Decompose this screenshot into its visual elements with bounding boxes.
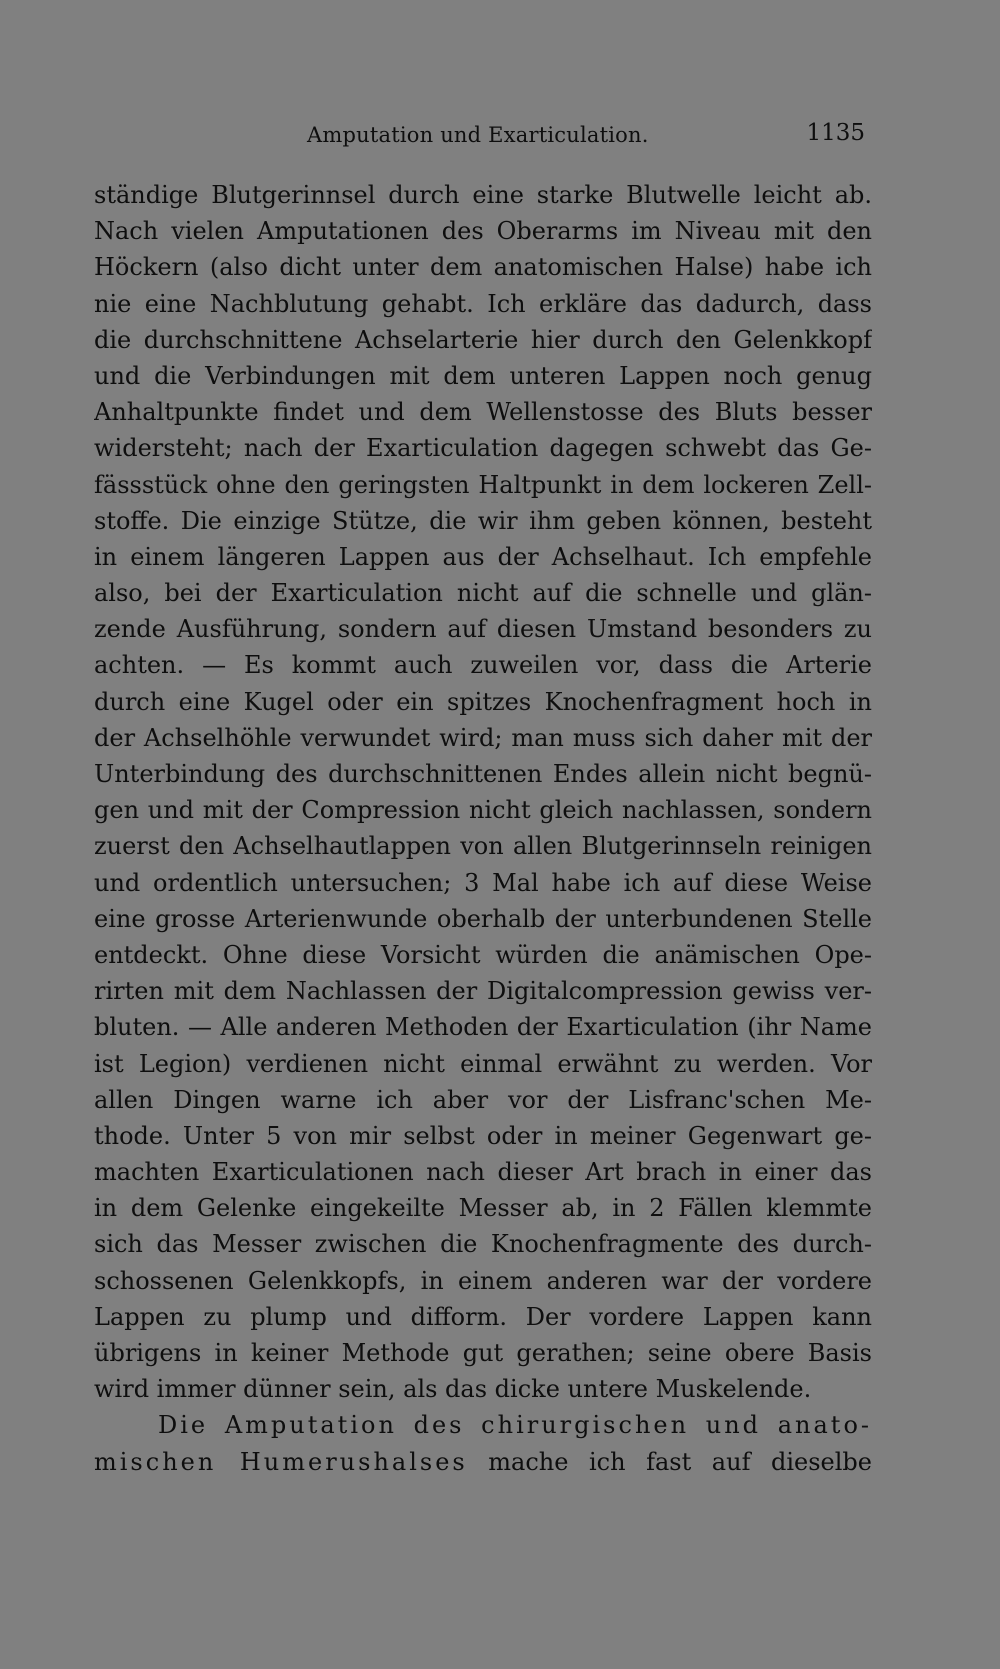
text-line: schossenen Gelenkkopfs, in einem anderen war der vordere — [94, 1266, 872, 1295]
text-line: also, bei der Exarticulation nicht auf die schnelle und glän- — [94, 579, 872, 608]
text-line: ständige Blutgerinnsel durch eine starke Blutwelle leicht ab. — [94, 181, 872, 209]
running-title: Amputation und Exarticulation. — [307, 123, 649, 147]
text-line: fässstück ohne den geringsten Haltpunkt in dem lockeren Zell- — [94, 470, 872, 499]
page-header — [95, 120, 865, 150]
text-line — [94, 1444, 872, 1480]
text-line: zende Ausführung, sondern auf diesen Umstand besonders zu — [94, 615, 872, 644]
text-line: und ordentlich untersuchen; 3 Mal habe ich auf diese Weise — [94, 868, 872, 897]
text-line: eine grosse Arterienwunde oberhalb der unterbundenen Stelle — [94, 904, 872, 933]
text-line: übrigens in keiner Methode gut gerathen; seine obere Basis — [94, 1339, 872, 1367]
text-line: machten Exarticulationen nach dieser Art brach in einer das — [94, 1158, 872, 1187]
text-line: der Achselhöhle verwundet wird; man muss sich daher mit der — [94, 723, 872, 752]
text-line: widersteht; nach der Exarticulation dagegen schwebt das Ge- — [94, 434, 872, 463]
text-line: ist Legion) verdienen nicht einmal erwähnt zu werden. Vor — [94, 1049, 872, 1078]
text-line: zuerst den Achselhautlappen von allen Blutgerinnseln reinigen — [94, 832, 872, 861]
text-line: Nach vielen Amputationen des Oberarms im Niveau mit den — [94, 217, 872, 246]
text-line: in dem Gelenke eingekeilte Messer ab, in 2 Fällen klemmte — [94, 1194, 872, 1223]
text-line: wird immer dünner sein, als das dicke untere Muskelende. — [94, 1375, 812, 1404]
text-line: bluten. — Alle anderen Methoden der Exarticulation (ihr Name — [94, 1013, 872, 1042]
text-line: gen und mit der Compression nicht gleich nachlassen, sondern — [94, 796, 872, 825]
text-line: thode. Unter 5 von mir selbst oder in meiner Gegenwart ge- — [94, 1121, 872, 1150]
spaced-text: mischen Humerushalses — [94, 1447, 468, 1476]
spaced-text: Die Amputation des chirurgischen und anato- — [158, 1411, 872, 1440]
text-line: rirten mit dem Nachlassen der Digitalcompression gewiss ver- — [94, 977, 872, 1006]
text-line: die durchschnittene Achselarterie hier durch den Gelenkkopf — [94, 325, 872, 354]
text-line: und die Verbindungen mit dem unteren Lappen noch genug — [94, 361, 872, 390]
text-line: Höckern (also dicht unter dem anatomischen Halse) habe ich — [94, 253, 872, 282]
text-line: nie eine Nachblutung gehabt. Ich erkläre das dadurch, dass — [94, 289, 872, 318]
text-line: achten. — Es kommt auch zuweilen vor, dass die Arterie — [94, 651, 872, 680]
page-number: 1135 — [806, 120, 865, 146]
text-line: stoffe. Die einzige Stütze, die wir ihm geben können, besteht — [94, 506, 872, 535]
text-line: entdeckt. Ohne diese Vorsicht würden die anämischen Ope- — [94, 940, 872, 969]
text-line: durch eine Kugel oder ein spitzes Knochenfragment hoch in — [94, 687, 872, 716]
text-fragment: mache ich fast auf dieselbe — [467, 1447, 872, 1476]
text-line: sich das Messer zwischen die Knochenfragmente des durch- — [94, 1230, 872, 1259]
text-line: Unterbindung des durchschnittenen Endes allein nicht begnü- — [94, 760, 872, 788]
text-line: allen Dingen warne ich aber vor der Lisfranc'schen Me- — [94, 1085, 872, 1114]
body-text — [94, 177, 872, 1480]
text-line: in einem längeren Lappen aus der Achselhaut. Ich empfehle — [94, 542, 872, 571]
text-line: Anhaltpunkte findet und dem Wellenstosse des Bluts besser — [94, 398, 872, 427]
paragraph-start-line — [94, 1407, 872, 1443]
text-line: Lappen zu plump und difform. Der vordere Lappen kann — [94, 1302, 872, 1331]
